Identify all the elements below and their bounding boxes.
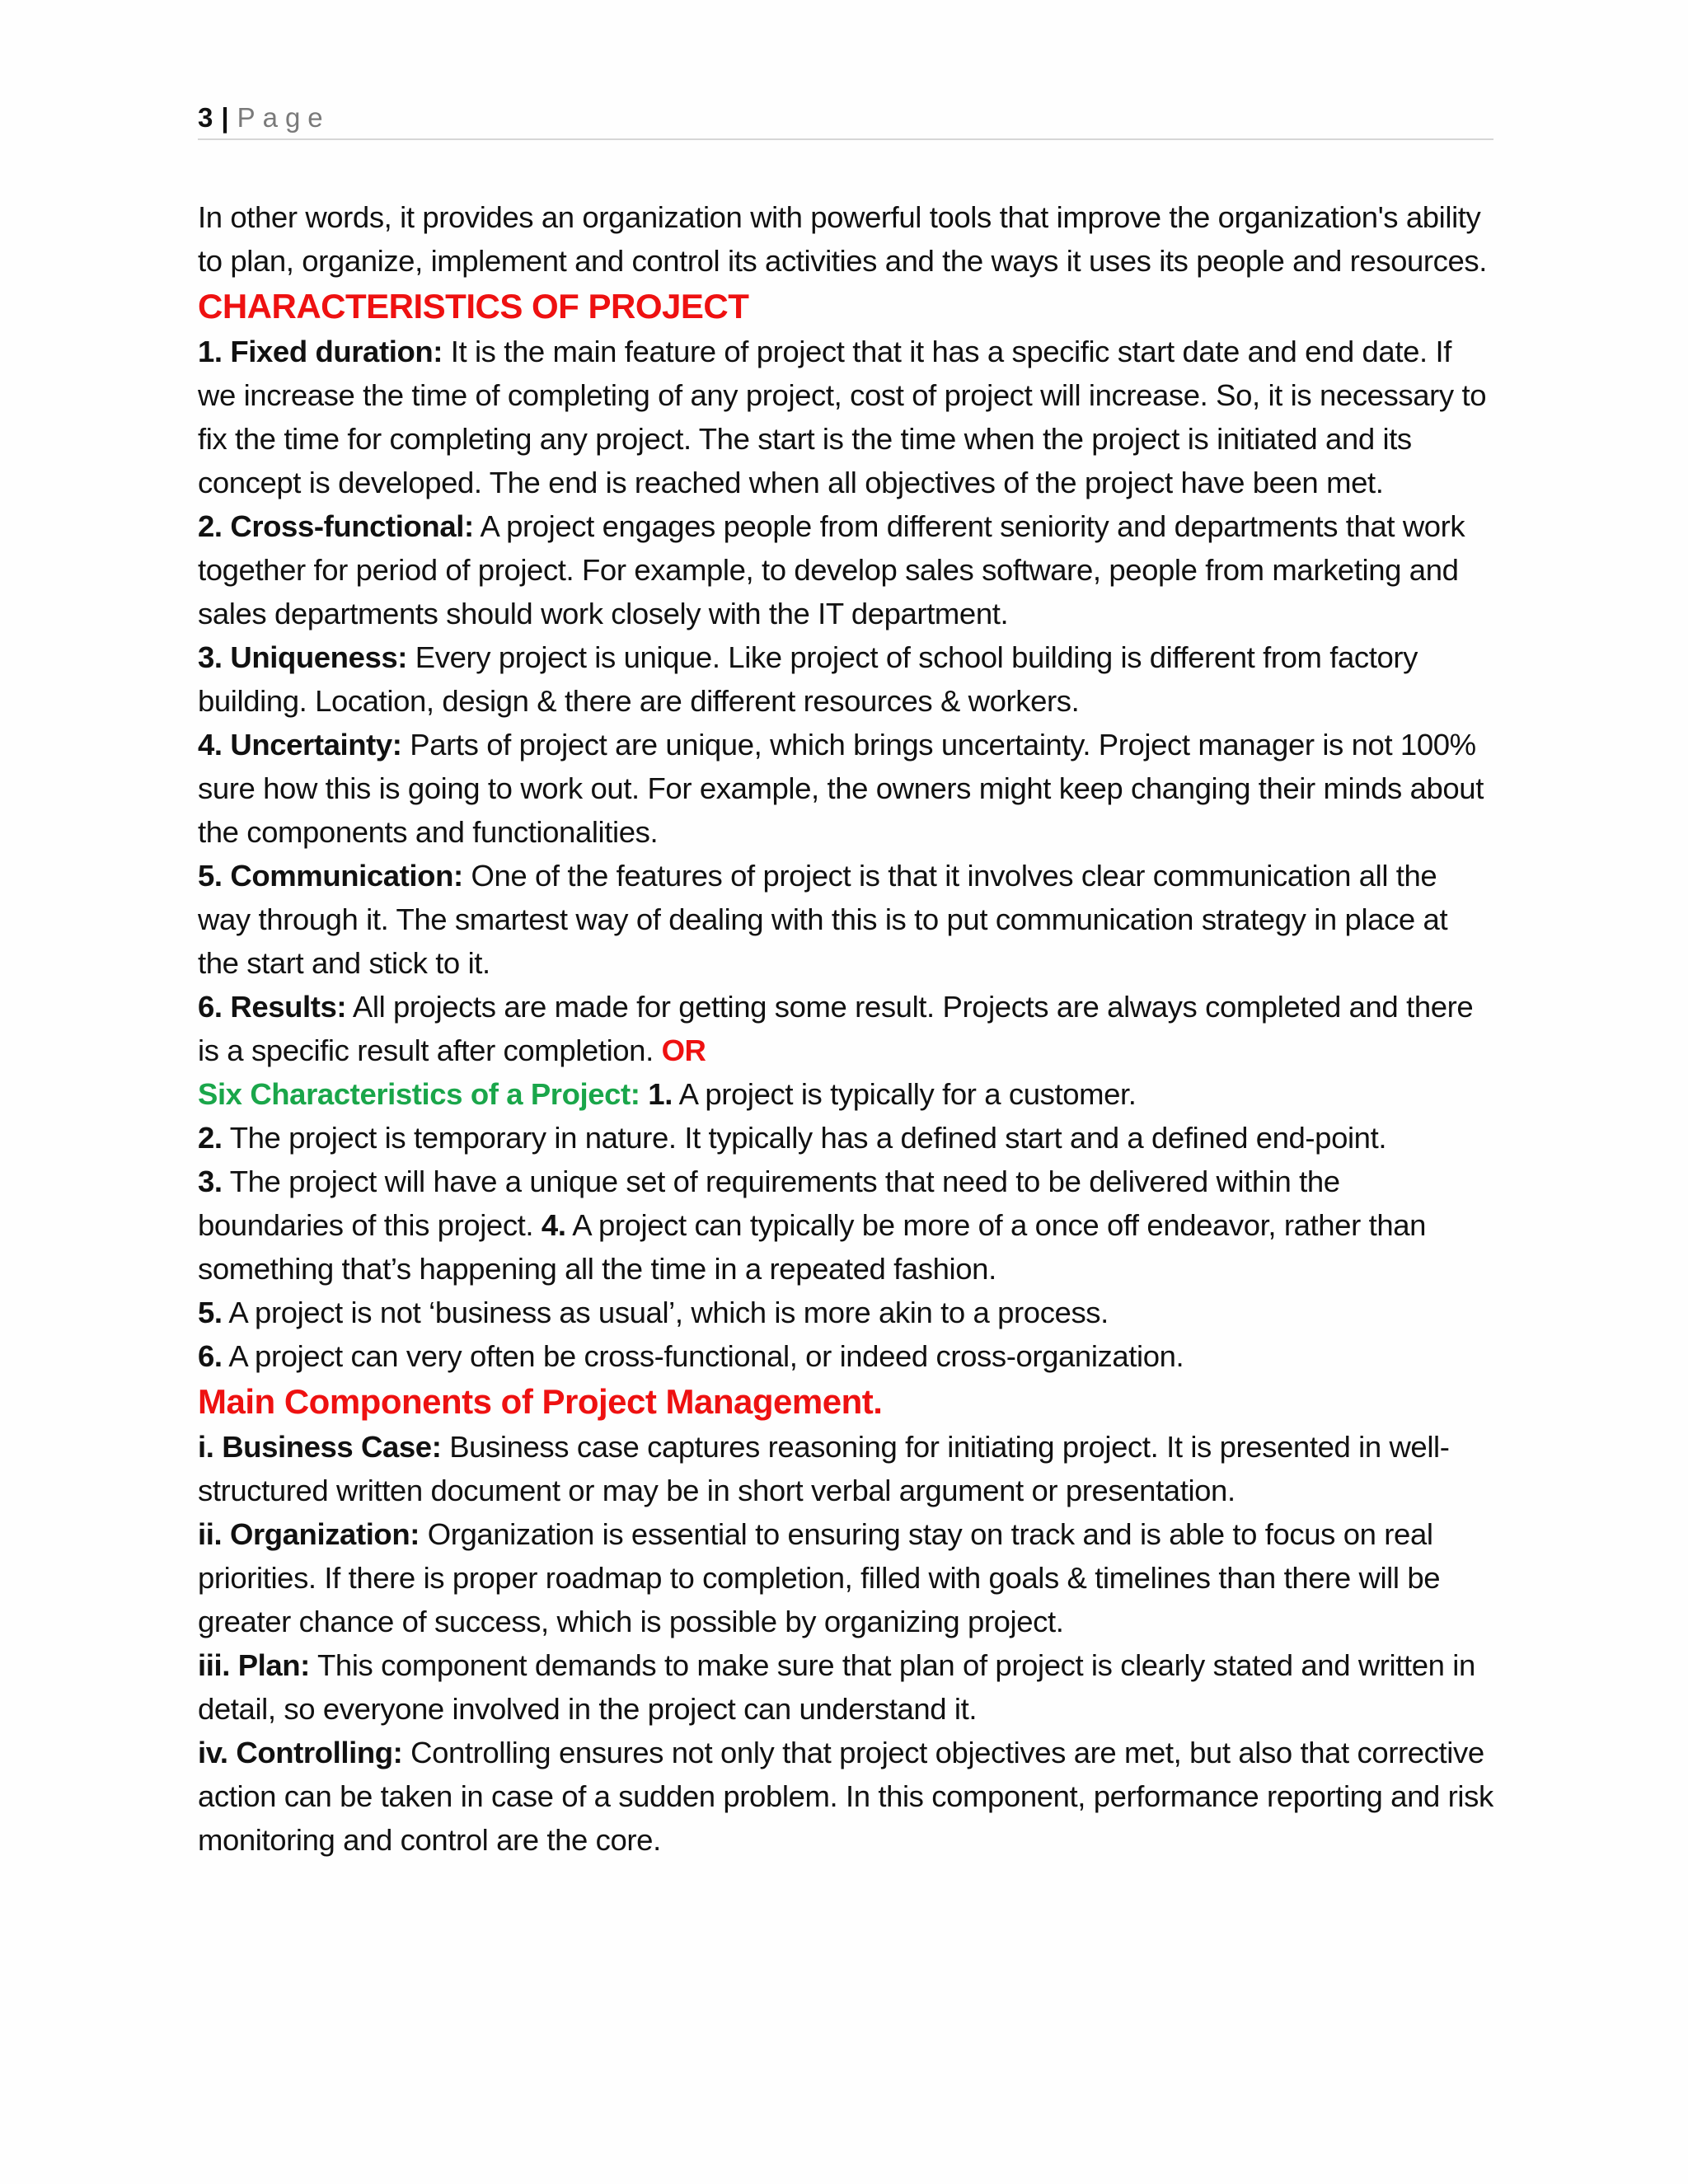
component-label: i. Business Case: [198, 1430, 442, 1464]
page-number: 3 [198, 102, 213, 133]
page-header [198, 97, 1493, 140]
component-controlling [198, 1731, 1493, 1862]
six-characteristics-line-2 [198, 1116, 1493, 1160]
characteristic-text: One of the features of project is that it involves clear communication all the way through it. The smartest way of dealing with this is to put communication strategy in place at the start and stick to it. [198, 859, 1448, 980]
characteristic-text: A project engages people from different seniority and departments that work together for period of project. For example, to develop sales software, people from marketing and sales departments should work closely with the IT department. [198, 509, 1465, 630]
item-number: 1. [648, 1077, 673, 1111]
characteristic-text: It is the main feature of project that it has a specific start date and end date. If we increase the time of completing of any project, cost of project will increase. So, it is necessary to fix the time for completing any project. The start is the time when the project is initiated and its concept is developed. The end is reached when all objectives of the project have been met. [198, 335, 1487, 499]
page-label: Page [237, 102, 331, 133]
or-label: OR [661, 1033, 706, 1067]
characteristic-label: 2. Cross-functional: [198, 509, 474, 543]
characteristic-text: Every project is unique. Like project of school building is different from factory building. Location, design & there are different resources & workers. [198, 640, 1418, 718]
item-text: The project will have a unique set of requirements that need to be delivered within the boundaries of this project. [198, 1165, 1340, 1242]
item-text: A project is typically for a customer. [672, 1077, 1137, 1111]
intro-paragraph: In other words, it provides an organization with powerful tools that improve the organization's ability to plan, organize, implement and control its activities and the ways it uses its people and resources. [198, 200, 1488, 278]
characteristic-text: Parts of project are unique, which brings uncertainty. Project manager is not 100% sure how this is going to work out. For example, the owners might keep changing their minds about the components and functionalities. [198, 728, 1484, 849]
characteristic-uncertainty [198, 723, 1493, 854]
characteristic-label: 4. Uncertainty: [198, 728, 402, 762]
item-text: A project is not ‘business as usual’, which is more akin to a process. [222, 1296, 1109, 1329]
item-number: 2. [198, 1121, 223, 1155]
characteristics-heading: CHARACTERISTICS OF PROJECT [198, 287, 749, 326]
component-text: Controlling ensures not only that project objectives are met, but also that corrective action can be taken in case of a sudden problem. In this component, performance reporting and risk monitoring and control are the core. [198, 1736, 1493, 1857]
component-text: Organization is essential to ensuring stay on track and is able to focus on real priorities. If there is proper roadmap to completion, filled with goals & timelines than there will be greater chance of success, which is possible by organizing project. [198, 1517, 1441, 1638]
component-label: ii. Organization: [198, 1517, 420, 1551]
characteristic-communication [198, 854, 1493, 985]
six-characteristics-line-5 [198, 1291, 1493, 1334]
header-separator: | [221, 102, 229, 133]
component-organization [198, 1512, 1493, 1643]
component-business-case [198, 1425, 1493, 1512]
component-text: Business case captures reasoning for initiating project. It is presented in well-structured written document or may be in short verbal argument or presentation. [198, 1430, 1450, 1507]
six-characteristics-line-1 [198, 1072, 1493, 1116]
characteristic-uniqueness [198, 635, 1493, 723]
characteristic-label: 3. Uniqueness: [198, 640, 408, 674]
characteristic-text: All projects are made for getting some result. Projects are always completed and there is a specific result after completion. [198, 990, 1474, 1067]
characteristic-fixed-duration [198, 330, 1493, 504]
characteristic-label: 6. Results: [198, 990, 347, 1024]
component-label: iii. Plan: [198, 1648, 310, 1682]
characteristic-label: 1. Fixed duration: [198, 335, 443, 368]
item-text: A project can typically be more of a once off endeavor, rather than something that’s happening all the time in a repeated fashion. [198, 1208, 1427, 1286]
item-number: 5. [198, 1296, 223, 1329]
six-characteristics-title: Six Characteristics of a Project: [198, 1077, 640, 1111]
page-content [198, 195, 1493, 1862]
characteristic-results [198, 985, 1493, 1072]
item-text: The project is temporary in nature. It typically has a defined start and a defined end-point. [222, 1121, 1387, 1155]
six-characteristics-line-6 [198, 1334, 1493, 1378]
item-number: 4. [541, 1208, 566, 1242]
component-label: iv. Controlling: [198, 1736, 403, 1769]
component-text: This component demands to make sure that plan of project is clearly stated and written in detail, so everyone involved in the project can understand it. [198, 1648, 1475, 1726]
item-number: 3. [198, 1165, 223, 1198]
characteristic-label: 5. Communication: [198, 859, 463, 893]
components-heading: Main Components of Project Management. [198, 1382, 883, 1421]
component-plan [198, 1643, 1493, 1731]
characteristic-cross-functional [198, 504, 1493, 635]
item-text: A project can very often be cross-functional, or indeed cross-organization. [222, 1339, 1184, 1373]
item-number: 6. [198, 1339, 223, 1373]
six-characteristics-line-3 [198, 1160, 1493, 1291]
